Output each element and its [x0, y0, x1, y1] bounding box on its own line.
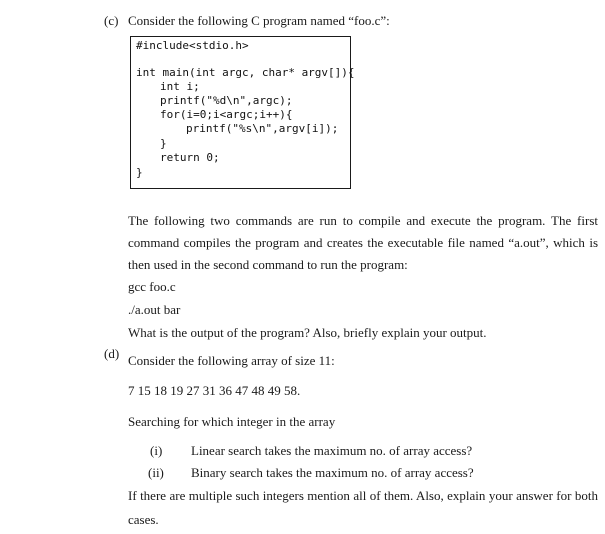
part-d-intro: Consider the following array of size 11:	[128, 353, 335, 368]
paragraph-line-3: then used in the second command to run the program:	[128, 257, 408, 272]
item-ii-label: (ii)	[148, 465, 164, 480]
code-line-printf-argc: printf("%d\n",argc);	[160, 94, 293, 107]
code-line-include: #include<stdio.h>	[136, 39, 249, 52]
searching-question: Searching for which integer in the array	[128, 414, 336, 429]
paragraph-line-1: The following two commands are run to compile and execute the program. The first	[128, 213, 598, 228]
item-ii-text: Binary search takes the maximum no. of array access?	[191, 465, 474, 480]
command-run: ./a.out bar	[128, 302, 181, 317]
code-line-close-for: }	[160, 137, 167, 150]
code-line-return: return 0;	[160, 151, 220, 164]
code-line-printf-argv: printf("%s\n",argv[i]);	[186, 122, 339, 135]
paragraph-line-2: command compiles the program and creates the executable file named “a.out”, which is	[128, 235, 598, 250]
part-c-intro: Consider the following C program named “foo.c”:	[128, 13, 390, 28]
item-i-text: Linear search takes the maximum no. of array access?	[191, 443, 473, 458]
code-line-decl: int i;	[160, 80, 200, 93]
closing-line-1: If there are multiple such integers mention all of them. Also, explain your answer for both	[128, 488, 598, 503]
question-c: What is the output of the program? Also, briefly explain your output.	[128, 325, 487, 340]
code-line-close-main: }	[136, 166, 143, 179]
code-line-for: for(i=0;i<argc;i++){	[160, 108, 293, 121]
array-values: 7 15 18 19 27 31 36 47 48 49 58.	[128, 383, 301, 398]
code-line-main: int main(int argc, char* argv[]){	[136, 66, 355, 79]
part-c-label: (c)	[104, 13, 119, 28]
command-compile: gcc foo.c	[128, 279, 176, 294]
item-i-label: (i)	[150, 443, 163, 458]
closing-line-2: cases.	[128, 512, 159, 527]
part-d-label: (d)	[104, 346, 120, 361]
